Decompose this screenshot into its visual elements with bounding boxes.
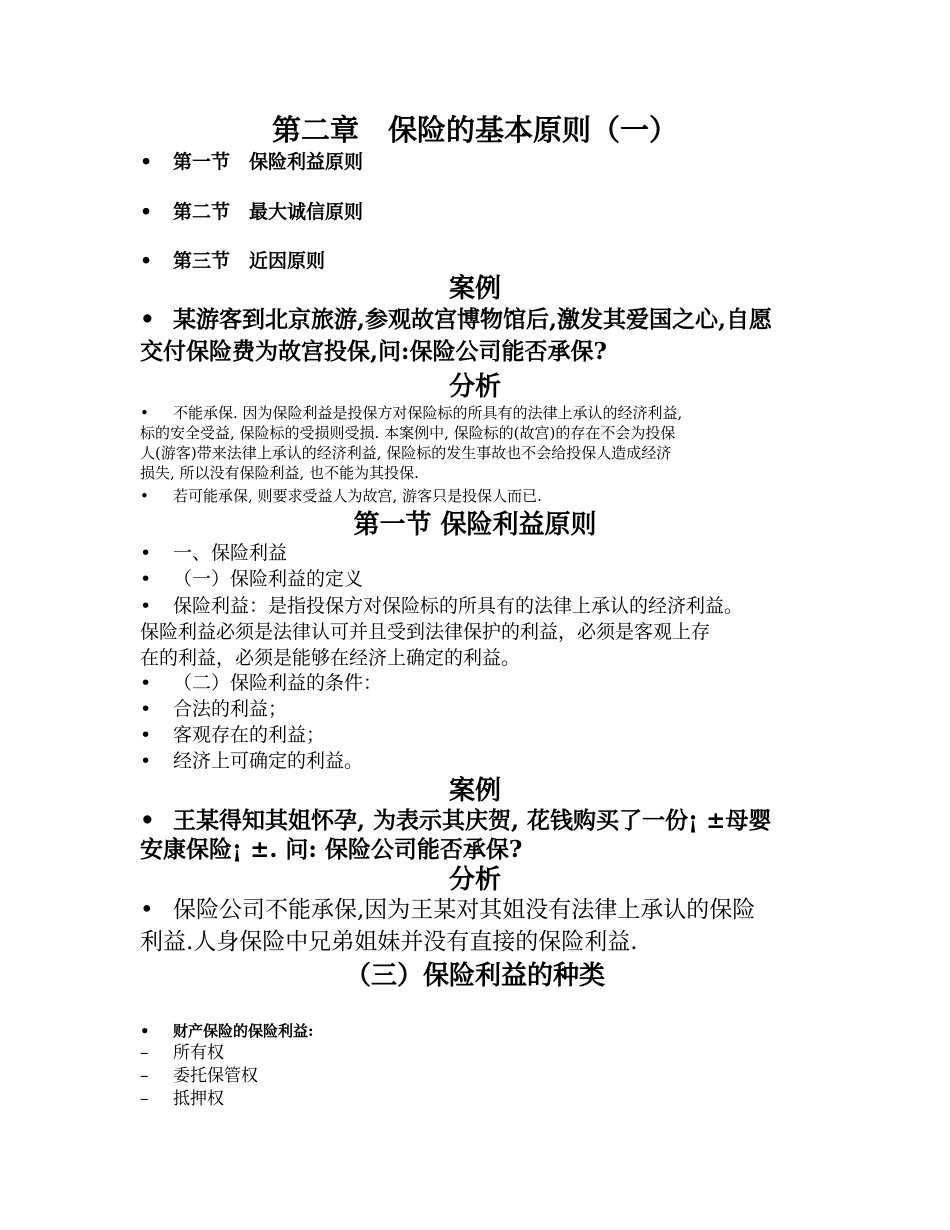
analysis-text-line: 利益.人身保险中兄弟姐妹并没有直接的保险利益.	[140, 929, 638, 955]
case-text-line	[140, 807, 771, 835]
section-label: 第二节 最大诚信原则	[173, 201, 364, 223]
section-item	[140, 150, 363, 174]
analysis-text: 不能承保. 因为保险利益是投保方对保险标的所具有的法律上承认的经济利益,	[173, 404, 683, 422]
case-text: 某游客到北京旅游,参观故宫博物馆后,激发其爱国之心,自愿	[173, 306, 773, 333]
types-heading: （三）保险利益的种类	[344, 961, 605, 991]
bullet-marker: •	[140, 1022, 150, 1040]
bullet-marker: •	[140, 487, 149, 505]
analysis-paragraph	[140, 896, 755, 924]
section-label: 第三节 近因原则	[173, 250, 326, 272]
list-item-text: 经济上可确定的利益。	[173, 750, 364, 772]
analysis-paragraph	[140, 404, 682, 423]
list-item-text: 财产保险的保险利益:	[173, 1022, 314, 1040]
definition-paragraph	[140, 594, 743, 618]
bullet-marker: •	[140, 151, 153, 173]
bullet-marker: •	[140, 698, 152, 720]
analysis-heading: 分析	[448, 372, 501, 402]
case-text-line: 交付保险费为故宫投保,问:保险公司能否承保?	[140, 338, 607, 365]
list-item	[140, 671, 382, 695]
bullet-marker: •	[140, 750, 152, 772]
bullet-marker: •	[140, 404, 149, 422]
list-item-text: 一、保险利益	[173, 542, 288, 564]
bullet-marker: •	[140, 672, 152, 694]
list-item	[140, 567, 363, 591]
section-heading: 第一节 保险利益原则	[353, 510, 597, 540]
bullet-marker: •	[140, 897, 154, 923]
sub-list-item	[140, 1089, 224, 1110]
dash-marker: –	[140, 1089, 149, 1109]
bullet-marker: •	[140, 568, 152, 590]
case-heading: 案例	[448, 776, 501, 806]
bullet-marker: •	[140, 306, 155, 333]
sub-list-item	[140, 1066, 258, 1087]
sub-list-item-text: 所有权	[173, 1043, 224, 1063]
case-text-line	[140, 306, 772, 334]
sub-list-item-text: 委托保管权	[173, 1066, 258, 1086]
bullet-marker: •	[140, 807, 155, 834]
analysis-text-line: 人(游客)带来法律上承认的经济利益, 保险标的发生事故也不会给投保人造成经济	[140, 444, 672, 462]
analysis-text: 保险公司不能承保,因为王某对其姐没有法律上承认的保险	[173, 897, 756, 923]
analysis-text-line: 损失, 所以没有保险利益, 也不能为其投保.	[140, 464, 419, 482]
list-item-text: 合法的利益；	[173, 698, 288, 720]
list-item	[140, 1022, 314, 1041]
bullet-marker: •	[140, 250, 153, 272]
bullet-marker: •	[140, 542, 152, 564]
definition-text-line: 在的利益，必须是能够在经济上确定的利益。	[140, 647, 521, 669]
list-item	[140, 541, 287, 565]
case-heading: 案例	[448, 274, 501, 304]
dash-marker: –	[140, 1066, 149, 1086]
analysis-heading: 分析	[448, 865, 501, 895]
section-item	[140, 249, 325, 273]
list-item	[140, 723, 325, 747]
section-item	[140, 200, 363, 224]
list-item-text: 客观存在的利益；	[173, 724, 326, 746]
section-label: 第一节 保险利益原则	[173, 151, 364, 173]
chapter-title: 第二章 保险的基本原则（一）	[271, 113, 678, 147]
list-item	[140, 749, 363, 773]
list-item-text: （二）保险利益的条件：	[173, 672, 383, 694]
case-text: 王某得知其姐怀孕, 为表示其庆贺, 花钱购买了一份¡ ±母婴	[173, 807, 772, 834]
sub-list-item-text: 抵押权	[173, 1089, 224, 1109]
definition-text: 保险利益：是指投保方对保险标的所具有的法律上承认的经济利益。	[173, 595, 744, 617]
analysis-text: 若可能承保, 则要求受益人为故宫, 游客只是投保人而已.	[173, 487, 542, 505]
analysis-paragraph	[140, 487, 542, 506]
analysis-text-line: 标的安全受益, 保险标的受损则受损. 本案例中, 保险标的(故宫)的存在不会为投保	[140, 424, 676, 442]
bullet-marker: •	[140, 724, 152, 746]
dash-marker: –	[140, 1043, 149, 1063]
sub-list-item	[140, 1043, 224, 1064]
list-item	[140, 697, 287, 721]
definition-text-line: 保险利益必须是法律认可并且受到法律保护的利益，必须是客观上存	[140, 621, 711, 643]
bullet-marker: •	[140, 595, 152, 617]
case-text-line: 安康保险¡ ±. 问: 保险公司能否承保?	[140, 836, 523, 863]
bullet-marker: •	[140, 201, 153, 223]
list-item-text: （一）保险利益的定义	[173, 568, 364, 590]
